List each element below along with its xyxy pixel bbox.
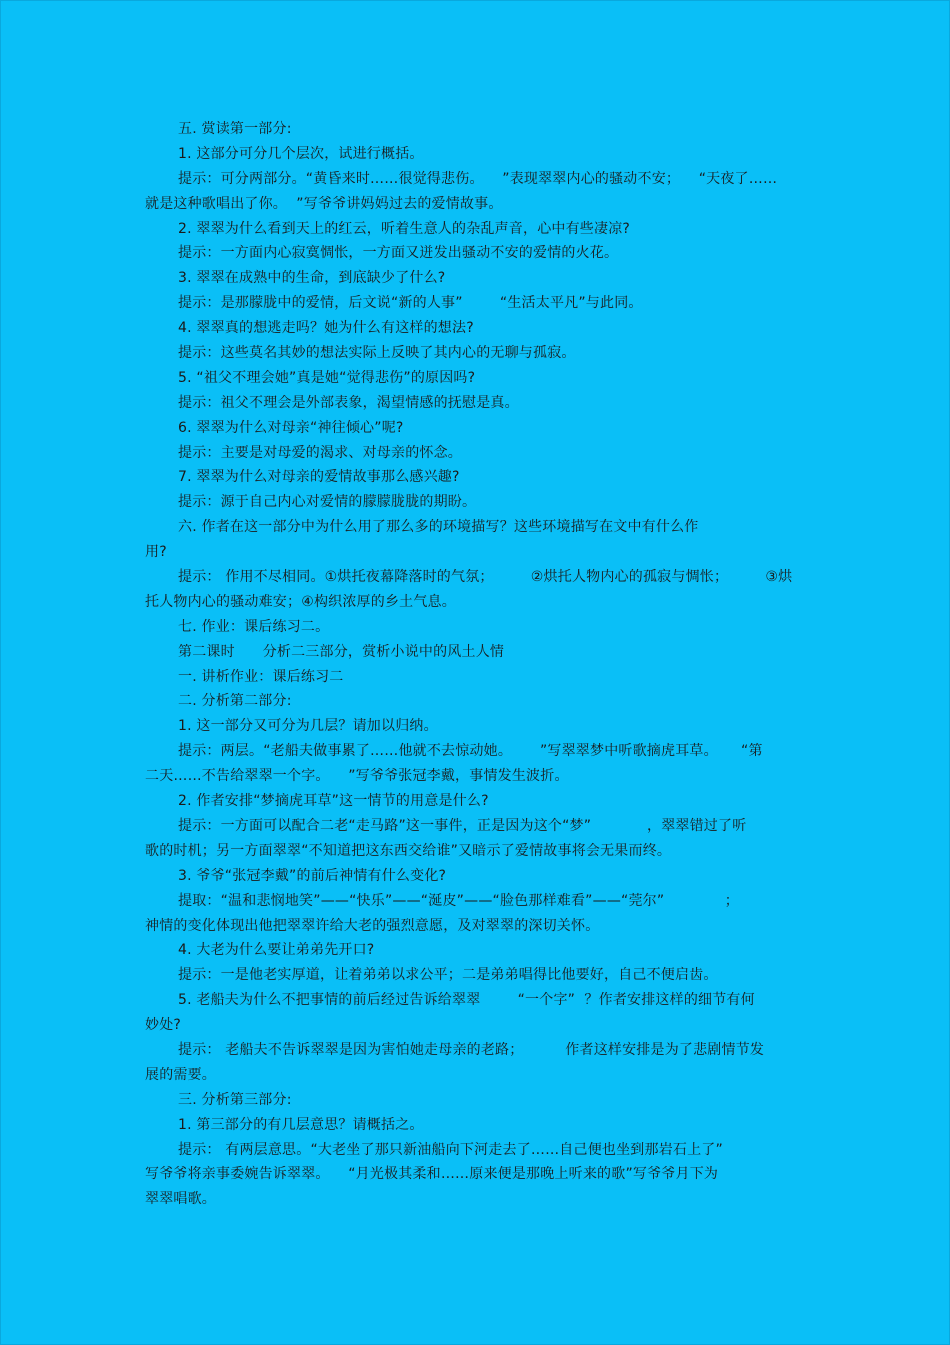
hint: 提示：主要是对母爱的渴求、对母亲的怀念。 (178, 444, 462, 461)
question: 1. 这部分可分几个层次，试进行概括。 (178, 145, 424, 162)
question: 4. 翠翠真的想逃走吗？她为什么有这样的想法? (178, 320, 474, 337)
question-continued: 妙处? (145, 1017, 182, 1034)
hint: 提示：一方面可以配合二老“走马路”这一事件，正是因为这个“梦” ，翠翠错过了听 (178, 817, 747, 834)
hint-continued: 就是这种歌唱出了你。 ”写爷爷讲妈妈过去的爱情故事。 (145, 195, 503, 212)
hint-continued: 歌的时机；另一方面翠翠“不知道把这东西交给谁”又暗示了爱情故事将会无果而终。 (145, 842, 672, 859)
hint-continued: 二天……不告给翠翠一个字。 ”写爷爷张冠李戴，事情发生波折。 (145, 768, 569, 785)
document-body (145, 117, 807, 1212)
section-heading: 六. 作者在这一部分中为什么用了那么多的环境描写？这些环境描写在文中有什么作 (178, 519, 699, 536)
question: 3. 翠翠在成熟中的生命，到底缺少了什么? (178, 270, 446, 287)
hint-continued: 翠翠唱歌。 (145, 1191, 216, 1208)
section-heading: 二. 分析第二部分: (178, 693, 292, 710)
question: 5. “祖父不理会她”真是她“觉得悲伤”的原因吗? (178, 369, 476, 386)
hint: 提取：“温和悲悯地笑”——“快乐”——“涎皮”——“脸色那样难看”——“莞尔” ； (178, 892, 739, 909)
section-heading-continued: 用? (145, 544, 167, 561)
question: 1. 这一部分又可分为几层？请加以归纳。 (178, 718, 438, 735)
hint-continued: 展的需要。 (145, 1066, 216, 1083)
question: 4. 大老为什么要让弟弟先开口? (178, 942, 375, 959)
lesson-heading: 第二课时 分析二三部分，赏析小说中的风土人情 (178, 643, 505, 660)
hint: 提示：一方面内心寂寞惆怅，一方面又迸发出骚动不安的爱情的火花。 (178, 245, 619, 262)
hint: 提示：是那朦胧中的爱情，后文说“新的人事” “生活太平凡”与此同。 (178, 295, 643, 312)
hint: 提示：一是他老实厚道，让着弟弟以求公平；二是弟弟唱得比他要好，自己不便启齿。 (178, 967, 718, 984)
question: 1. 第三部分的有几层意思？请概括之。 (178, 1116, 424, 1133)
question: 5. 老船夫为什么不把事情的前后经过告诉给翠翠 “一个字” ？作者安排这样的细节有何 (178, 992, 755, 1009)
hint: 提示： 老船夫不告诉翠翠是因为害怕她走母亲的老路； 作者这样安排是为了悲剧情节发 (178, 1041, 765, 1058)
section-heading: 一. 讲析作业：课后练习二 (178, 668, 344, 685)
hint: 提示：两层。“老船夫做事累了……他就不去惊动她。 ”写翠翠梦中听歌摘虎耳草。 “第 (178, 743, 763, 760)
question: 3. 爷爷“张冠李戴”的前后神情有什么变化? (178, 867, 447, 884)
hint: 提示：源于自己内心对爱情的朦朦胧胧的期盼。 (178, 494, 477, 511)
question: 2. 作者安排“梦摘虎耳草”这一情节的用意是什么? (178, 793, 489, 810)
section-heading: 五. 赏读第一部分: (178, 121, 292, 137)
section-heading: 七. 作业：课后练习二。 (178, 618, 330, 635)
hint-continued: 神情的变化体现出他把翠翠许给大老的强烈意愿，及对翠翠的深切关怀。 (145, 917, 600, 934)
question: 7. 翠翠为什么对母亲的爱情故事那么感兴趣? (178, 469, 460, 486)
hint: 提示： 作用不尽相同。①烘托夜幕降落时的气氛； ②烘托人物内心的孤寂与惆怅； ③烘 (178, 569, 793, 586)
hint: 提示：可分两部分。“黄昏来时……很觉得悲伤。 ”表现翠翠内心的骚动不安； “天夜了…… (178, 170, 778, 187)
hint: 提示：祖父不理会是外部表象，渴望情感的抚慰是真。 (178, 394, 519, 411)
hint: 提示：这些莫名其妙的想法实际上反映了其内心的无聊与孤寂。 (178, 345, 576, 362)
section-heading: 三. 分析第三部分: (178, 1091, 292, 1108)
hint-continued: 托人物内心的骚动难安；④构织浓厚的乡土气息。 (145, 593, 456, 610)
question: 2. 翠翠为什么看到天上的红云，听着生意人的杂乱声音，心中有些凄凉? (178, 220, 631, 237)
hint-continued: 写爷爷将亲事委婉告诉翠翠。 “月光极其柔和……原来便是那晚上听来的歌”写爷爷月下为 (145, 1166, 719, 1183)
hint: 提示： 有两层意思。“大老坐了那只新油船向下河走去了……自己便也坐到那岩石上了” (178, 1141, 723, 1158)
question: 6. 翠翠为什么对母亲“神往倾心”呢? (178, 419, 404, 436)
